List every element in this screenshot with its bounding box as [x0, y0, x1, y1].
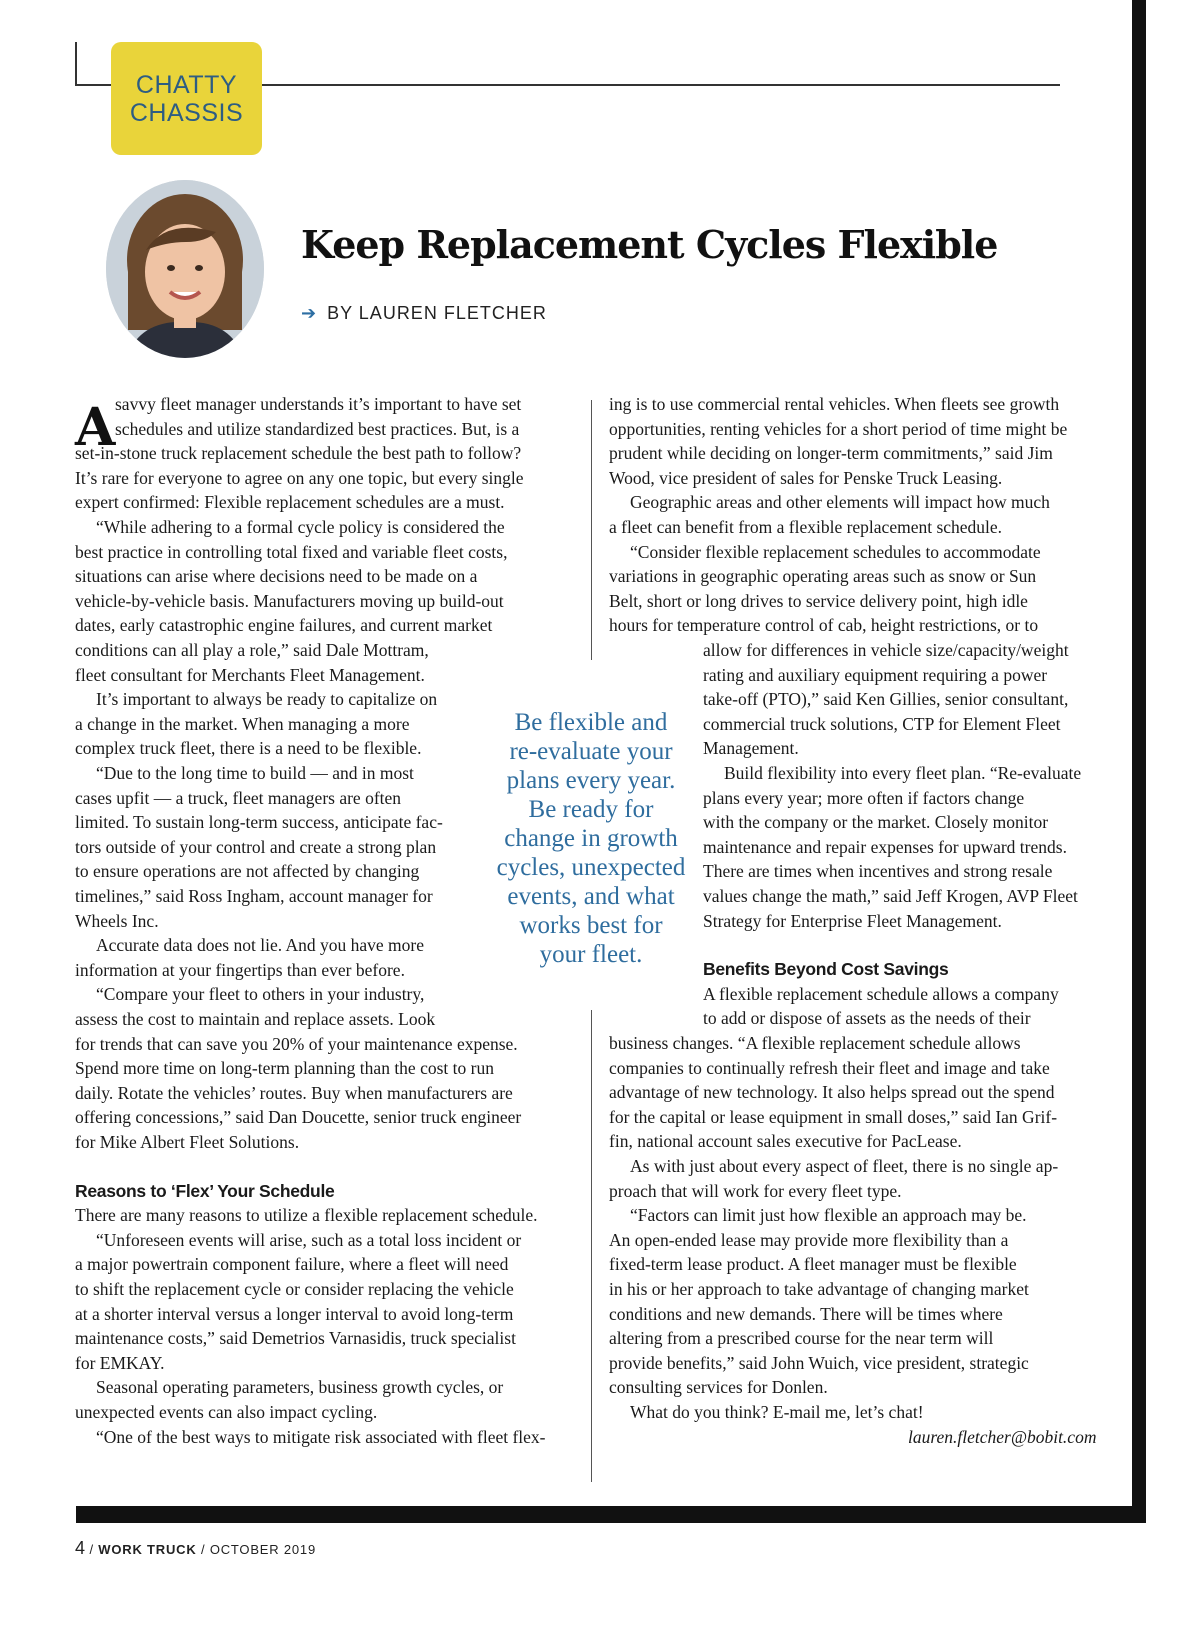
author-photo — [106, 180, 264, 358]
body-line: for Mike Albert Fleet Solutions. — [75, 1132, 300, 1152]
body-line: maintenance costs,” said Demetrios Varnasidis, truck specialist — [75, 1328, 516, 1349]
footer-separator: / — [89, 1542, 94, 1557]
body-line: consulting services for Donlen. — [609, 1377, 828, 1398]
pull-quote-line: plans every year. — [506, 767, 676, 794]
body-line: for the capital or lease equipment in small doses,” said Ian Grif- — [609, 1106, 1058, 1127]
body-line: Strategy for Enterprise Fleet Management. — [703, 910, 1002, 931]
body-line: What do you think? E-mail me, let’s chat! — [630, 1402, 924, 1422]
pull-quote-line: Be flexible and — [514, 709, 668, 736]
body-line: Accurate data does not lie. And you have more — [96, 935, 425, 956]
body-line: It’s rare for everyone to agree on any one topic, but every single — [75, 467, 524, 488]
pull-quote-line: events, and what — [507, 883, 675, 910]
body-line: Geographic areas and other elements will impact how much — [630, 492, 1050, 513]
body-line: values change the math,” said Jeff Krogen, AVP Fleet — [703, 886, 1078, 906]
body-line: “Unforeseen events will arise, such as a total loss incident or — [96, 1229, 522, 1250]
body-line: at a shorter interval versus a longer interval to avoid long-term — [75, 1303, 514, 1324]
issue-date: OCTOBER 2019 — [209, 1542, 316, 1557]
pull-quote-line: cycles, unexpected — [496, 854, 686, 881]
body-line: fin, national account sales executive for PacLease. — [609, 1131, 962, 1152]
page-number: 4 — [75, 1538, 86, 1558]
body-line: a change in the market. When managing a more — [75, 713, 410, 734]
page-footer — [75, 1538, 316, 1559]
body-line: to ensure operations are not affected by changing — [75, 861, 420, 882]
body-line: ing is to use commercial rental vehicles. When fleets see growth — [609, 394, 1060, 414]
pull-quote-line: Be ready for — [528, 796, 654, 823]
section-badge — [111, 42, 262, 155]
body-line: Build flexibility into every fleet plan. “Re-evaluate — [724, 763, 1082, 783]
body-line: A flexible replacement schedule allows a company — [703, 983, 1059, 1004]
body-line: daily. Rotate the vehicles’ routes. Buy when manufacturers are — [75, 1082, 513, 1103]
body-line: An open-ended lease may provide more flexibility than a — [609, 1229, 1009, 1250]
body-line: Spend more time on long-term planning than the cost to run — [75, 1058, 494, 1079]
body-line: set-in-stone truck replacement schedule the best path to follow? — [75, 443, 522, 464]
body-line: “Factors can limit just how flexible an approach may be. — [630, 1205, 1027, 1226]
body-line: prudent while deciding on longer-term commitments,” said Jim — [609, 443, 1053, 464]
body-line: conditions can all play a role,” said Dale Mottram, — [75, 640, 429, 660]
body-line: limited. To sustain long-term success, anticipate fac- — [75, 812, 443, 833]
pull-quote-line: change in growth — [504, 825, 678, 852]
body-line: timelines,” said Ross Ingham, account manager for — [75, 886, 433, 906]
body-line: Wheels Inc. — [75, 910, 159, 931]
body-line: rating and auxiliary equipment requiring a power — [703, 664, 1048, 685]
pull-quote-line: works best for — [519, 912, 663, 939]
body-line: As with just about every aspect of fleet, there is no single ap- — [630, 1156, 1059, 1176]
body-line: fixed-term lease product. A fleet manager must be flexible — [609, 1254, 1017, 1275]
body-line: for EMKAY. — [75, 1352, 165, 1373]
body-line: offering concessions,” said Dan Doucette, senior truck engineer — [75, 1107, 522, 1128]
body-line: complex truck fleet, there is a need to be flexible. — [75, 738, 422, 759]
body-line: to add or dispose of assets as the needs of their — [703, 1008, 1031, 1029]
section-heading: Benefits Beyond Cost Savings — [703, 959, 949, 980]
body-line: for trends that can save you 20% of your maintenance expense. — [75, 1033, 518, 1054]
body-line: variations in geographic operating areas such as snow or Sun — [609, 566, 1037, 587]
article-title: Keep Replacement Cycles Flexible — [301, 222, 998, 267]
body-line: hours for temperature control of cab, height restrictions, or to — [609, 615, 1039, 636]
body-line: It’s important to always be ready to capitalize on — [96, 689, 438, 710]
body-line: in his or her approach to take advantage of changing market — [609, 1279, 1029, 1299]
body-line: advantage of new technology. It also helps spread out the spend — [609, 1082, 1055, 1103]
body-line: savvy fleet manager understands it’s important to have set — [115, 394, 522, 414]
arrow-right-icon: ➔ — [301, 303, 318, 323]
section-badge-line: CHASSIS — [129, 98, 244, 127]
body-line: business changes. “A flexible replacement schedule allows — [609, 1033, 1021, 1053]
body-line: opportunities, renting vehicles for a short period of time might be — [609, 418, 1068, 439]
body-line: assess the cost to maintain and replace assets. Look — [75, 1009, 436, 1029]
section-heading: Reasons to ‘Flex’ Your Schedule — [75, 1180, 335, 1201]
author-portrait-icon — [106, 180, 264, 358]
byline — [301, 303, 547, 324]
bottom-border-bar — [76, 1506, 1146, 1523]
body-line: information at your fingertips than ever before. — [75, 959, 405, 980]
body-line: situations can arise where decisions need to be made on a — [75, 566, 478, 587]
author-email: lauren.fletcher@bobit.com — [908, 1426, 1097, 1447]
body-line: commercial truck solutions, CTP for Element Fleet — [703, 713, 1061, 734]
right-border-bar — [1132, 0, 1146, 1523]
body-line: conditions and new demands. There will be times where — [609, 1303, 1003, 1324]
body-line: “Consider flexible replacement schedules to accommodate — [630, 541, 1041, 562]
column-rule-bottom — [591, 1010, 592, 1482]
magazine-name: WORK TRUCK — [98, 1542, 197, 1557]
body-line: a major powertrain component failure, where a fleet will need — [75, 1254, 509, 1275]
byline-text: BY LAUREN FLETCHER — [327, 303, 547, 323]
body-line: cases upfit — a truck, fleet managers are often — [75, 787, 402, 808]
pull-quote — [494, 708, 688, 969]
body-line: with the company or the market. Closely monitor — [703, 812, 1049, 833]
body-line: “Due to the long time to build — and in most — [96, 763, 414, 783]
body-line: allow for differences in vehicle size/capacity/weight — [703, 640, 1069, 660]
drop-cap: A — [75, 397, 116, 458]
body-line: There are times when incentives and strong resale — [703, 861, 1053, 882]
body-line: expert confirmed: Flexible replacement schedules are a must. — [75, 492, 505, 513]
body-line: Belt, short or long drives to service delivery point, high idle — [609, 590, 1028, 611]
pull-quote-line: re-evaluate your — [509, 738, 673, 765]
body-line: maintenance and repair expenses for upward trends. — [703, 836, 1067, 857]
pull-quote-line: your fleet. — [539, 941, 643, 968]
footer-separator: / — [200, 1542, 206, 1557]
column-rule-top — [591, 400, 592, 660]
body-line: schedules and utilize standardized best practices. But, is a — [115, 418, 520, 439]
body-line: a fleet can benefit from a flexible replacement schedule. — [609, 517, 1003, 537]
body-line: unexpected events can also impact cycling. — [75, 1402, 378, 1422]
body-line: “Compare your fleet to others in your industry, — [96, 984, 425, 1005]
body-line: “While adhering to a formal cycle policy is considered the — [96, 517, 505, 537]
body-line: Management. — [703, 738, 799, 759]
body-line: companies to continually refresh their fleet and image and take — [609, 1057, 1050, 1078]
body-line: fleet consultant for Merchants Fleet Management. — [75, 664, 425, 685]
body-line: There are many reasons to utilize a flexible replacement schedule. — [75, 1205, 538, 1226]
body-line: to shift the replacement cycle or consider replacing the vehicle — [75, 1279, 514, 1299]
body-line: vehicle-by-vehicle basis. Manufacturers moving up build-out — [75, 590, 504, 611]
section-badge-line: CHATTY — [135, 70, 238, 99]
body-line: Wood, vice president of sales for Penske Truck Leasing. — [609, 467, 1003, 488]
body-line: plans every year; more often if factors change — [703, 787, 1025, 808]
body-line: Seasonal operating parameters, business growth cycles, or — [96, 1377, 504, 1398]
body-line: “One of the best ways to mitigate risk associated with fleet flex- — [96, 1426, 546, 1447]
body-line: best practice in controlling total fixed and variable fleet costs, — [75, 541, 508, 562]
body-line: altering from a prescribed course for the near term will — [609, 1328, 994, 1349]
body-line: proach that will work for every fleet type. — [609, 1180, 902, 1201]
header-rule-vertical — [75, 42, 77, 86]
body-line: dates, early catastrophic engine failures, and current market — [75, 615, 493, 636]
body-line: tors outside of your control and create a strong plan — [75, 836, 437, 857]
body-line: provide benefits,” said John Wuich, vice president, strategic — [609, 1352, 1029, 1373]
body-line: take-off (PTO),” said Ken Gillies, senior consultant, — [703, 689, 1069, 710]
